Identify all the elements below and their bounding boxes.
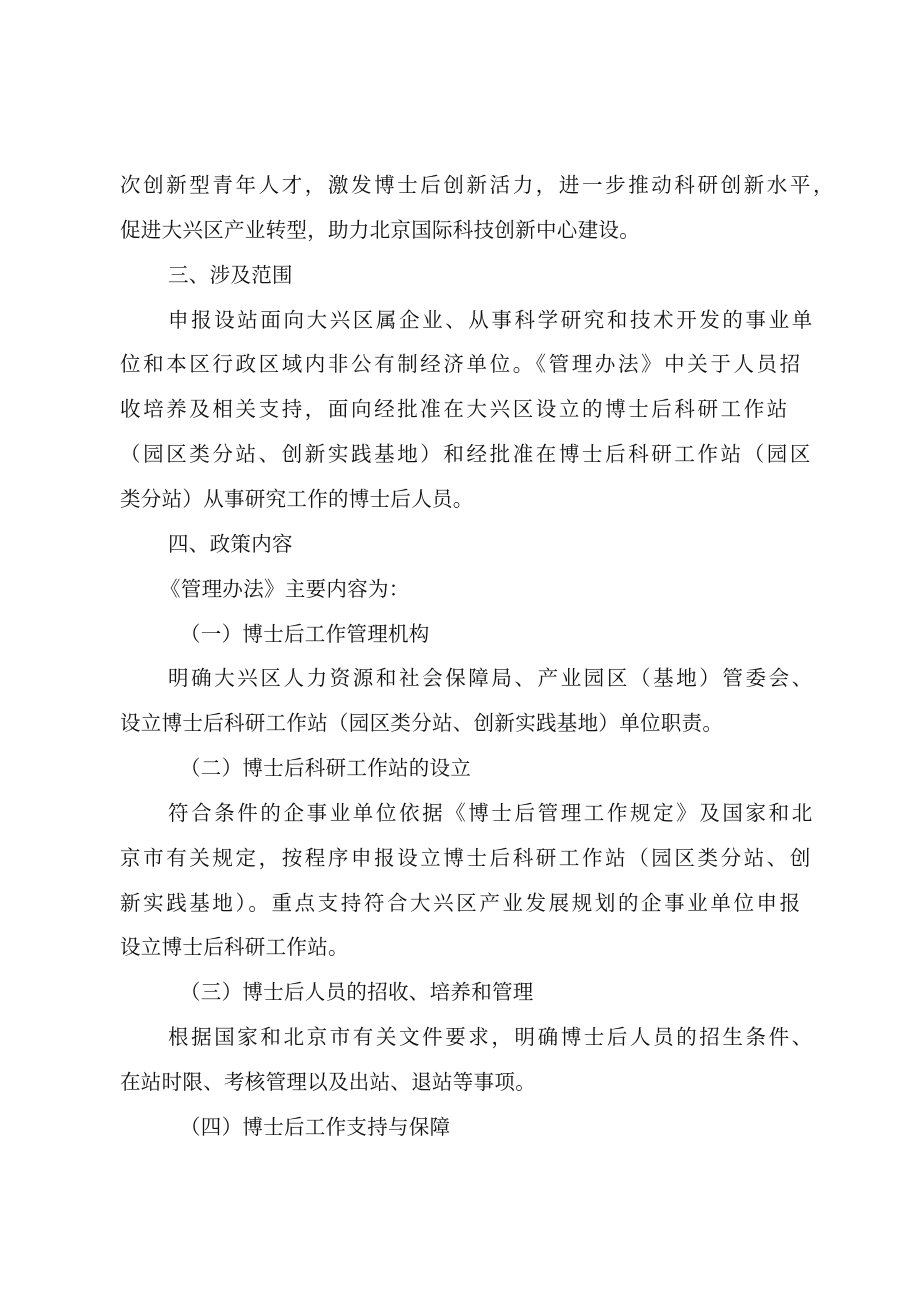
section-heading: 四、政策内容: [168, 532, 293, 556]
body-text-line: 符合条件的企事业单位依据《博士后管理工作规定》及国家和北: [168, 801, 815, 825]
body-text-line: 《管理办法》主要内容为：: [160, 577, 410, 601]
subsection-heading: （一）博士后工作管理机构: [180, 622, 430, 646]
body-text-line: 次创新型青年人才，激发博士后创新活力，进一步推动科研创新水平，: [120, 173, 837, 197]
subsection-heading: （三）博士后人员的招收、培养和管理: [180, 980, 534, 1004]
body-text-line: 申报设站面向大兴区属企业、从事科学研究和技术开发的事业单: [168, 308, 815, 332]
body-text-line: 收培养及相关支持，面向经批准在大兴区设立的博士后科研工作站: [120, 397, 790, 421]
section-heading: 三、涉及范围: [168, 263, 293, 287]
subsection-heading: （四）博士后工作支持与保障: [180, 1115, 451, 1139]
body-text-line: （园区类分站、创新实践基地）和经批准在博士后科研工作站（园区: [120, 442, 813, 466]
subsection-heading: （二）博士后科研工作站的设立: [180, 756, 472, 780]
body-text-line: 京市有关规定，按程序申报设立博士后科研工作站（园区类分站、创: [120, 846, 813, 870]
body-text-line: 类分站）从事研究工作的博士后人员。: [120, 487, 474, 511]
body-text-line: 设立博士后科研工作站。: [120, 935, 349, 959]
body-text-line: 位和本区行政区域内非公有制经济单位。《管理办法》中关于人员招: [120, 352, 803, 376]
body-text-line: 在站时限、考核管理以及出站、退站等事项。: [120, 1070, 536, 1094]
body-text-line: 新实践基地）。重点支持符合大兴区产业发展规划的企事业单位申报: [120, 891, 803, 915]
body-text-line: 明确大兴区人力资源和社会保障局、产业园区（基地）管委会、: [168, 666, 815, 690]
body-text-line: 根据国家和北京市有关文件要求，明确博士后人员的招生条件、: [168, 1025, 815, 1049]
body-text-line: 设立博士后科研工作站（园区类分站、创新实践基地）单位职责。: [120, 711, 724, 735]
body-text-line: 促进大兴区产业转型，助力北京国际科技创新中心建设。: [120, 218, 640, 242]
